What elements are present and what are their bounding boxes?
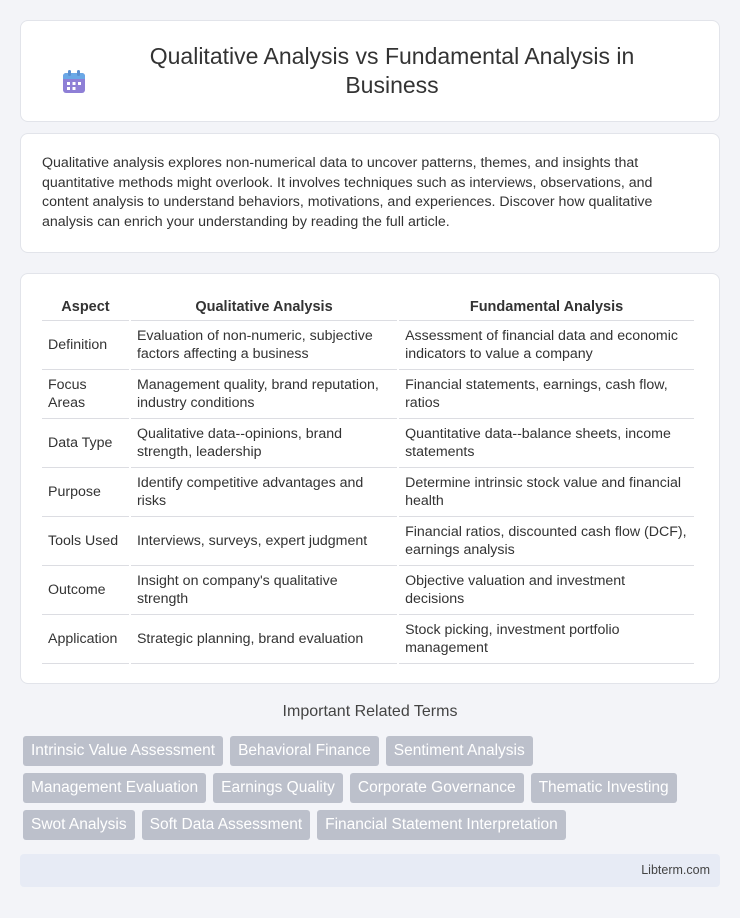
tag-soft-data-assessment[interactable]: Soft Data Assessment — [142, 810, 311, 840]
intro-card — [20, 133, 720, 253]
tag-behavioral-finance[interactable]: Behavioral Finance — [230, 736, 379, 766]
table-cell-qualitative: Strategic planning, brand evaluation — [131, 615, 397, 664]
comparison-table-card — [20, 273, 720, 684]
table-cell-qualitative: Identify competitive advantages and risks — [131, 468, 397, 517]
table-row — [42, 468, 694, 517]
table-cell-aspect: Tools Used — [42, 517, 129, 566]
table-row — [42, 566, 694, 615]
tag-row — [23, 773, 723, 803]
table-row — [42, 517, 694, 566]
tag-row — [23, 736, 723, 766]
table-cell-qualitative: Interviews, surveys, expert judgment — [131, 517, 397, 566]
page-title: Qualitative Analysis vs Fundamental Analysis in Business — [149, 43, 635, 98]
footer — [20, 854, 720, 887]
tag-swot-analysis[interactable]: Swot Analysis — [23, 810, 135, 840]
table-cell-qualitative: Qualitative data--opinions, brand strength, leadership — [131, 419, 397, 468]
tag-earnings-quality[interactable]: Earnings Quality — [213, 773, 343, 803]
table-cell-aspect: Focus Areas — [42, 370, 129, 419]
table-cell-fundamental: Objective valuation and investment decisions — [399, 566, 694, 615]
tag-thematic-investing[interactable]: Thematic Investing — [531, 773, 677, 803]
table-row — [42, 615, 694, 664]
tag-row — [23, 810, 723, 840]
footer-site-link[interactable]: Libterm.com — [641, 863, 710, 877]
table-cell-qualitative: Evaluation of non-numeric, subjective factors affecting a business — [131, 321, 397, 370]
tag-financial-statement-interpretation[interactable]: Financial Statement Interpretation — [317, 810, 566, 840]
intro-text: Qualitative analysis explores non-numerical data to uncover patterns, themes, and insights that quantitative methods might overlook. It involves techniques such as interviews, observations, and content analysis to understand behaviors, motivations, and experiences. Discover how qualitative analysis can enrich your understanding by reading the full article. — [42, 155, 653, 230]
table-cell-fundamental: Quantitative data--balance sheets, income statements — [399, 419, 694, 468]
tag-sentiment-analysis[interactable]: Sentiment Analysis — [386, 736, 533, 766]
table-row — [42, 321, 694, 370]
table-cell-fundamental: Assessment of financial data and economic indicators to value a company — [399, 321, 694, 370]
table-cell-fundamental: Financial ratios, discounted cash flow (DCF), earnings analysis — [399, 517, 694, 566]
related-terms-tags — [23, 736, 723, 847]
header-aspect: Aspect — [42, 294, 129, 321]
table-cell-aspect: Data Type — [42, 419, 129, 468]
table-cell-aspect: Application — [42, 615, 129, 664]
table-cell-fundamental: Stock picking, investment portfolio management — [399, 615, 694, 664]
title-card — [20, 20, 720, 122]
tag-intrinsic-value-assessment[interactable]: Intrinsic Value Assessment — [23, 736, 223, 766]
table-cell-qualitative: Insight on company's qualitative strength — [131, 566, 397, 615]
table-cell-aspect: Purpose — [42, 468, 129, 517]
table-cell-qualitative: Management quality, brand reputation, industry conditions — [131, 370, 397, 419]
table-cell-fundamental: Determine intrinsic stock value and financial health — [399, 468, 694, 517]
table-header-row — [42, 294, 694, 321]
comparison-table — [40, 294, 696, 664]
tag-corporate-governance[interactable]: Corporate Governance — [350, 773, 524, 803]
title-wrap — [60, 42, 680, 100]
table-cell-aspect: Definition — [42, 321, 129, 370]
header-fundamental: Fundamental Analysis — [399, 294, 694, 321]
table-cell-fundamental: Financial statements, earnings, cash flow, ratios — [399, 370, 694, 419]
tag-management-evaluation[interactable]: Management Evaluation — [23, 773, 206, 803]
table-row — [42, 419, 694, 468]
table-row — [42, 370, 694, 419]
table-cell-aspect: Outcome — [42, 566, 129, 615]
related-terms-title: Important Related Terms — [282, 703, 458, 720]
calendar-icon — [60, 68, 88, 96]
header-qualitative: Qualitative Analysis — [131, 294, 397, 321]
